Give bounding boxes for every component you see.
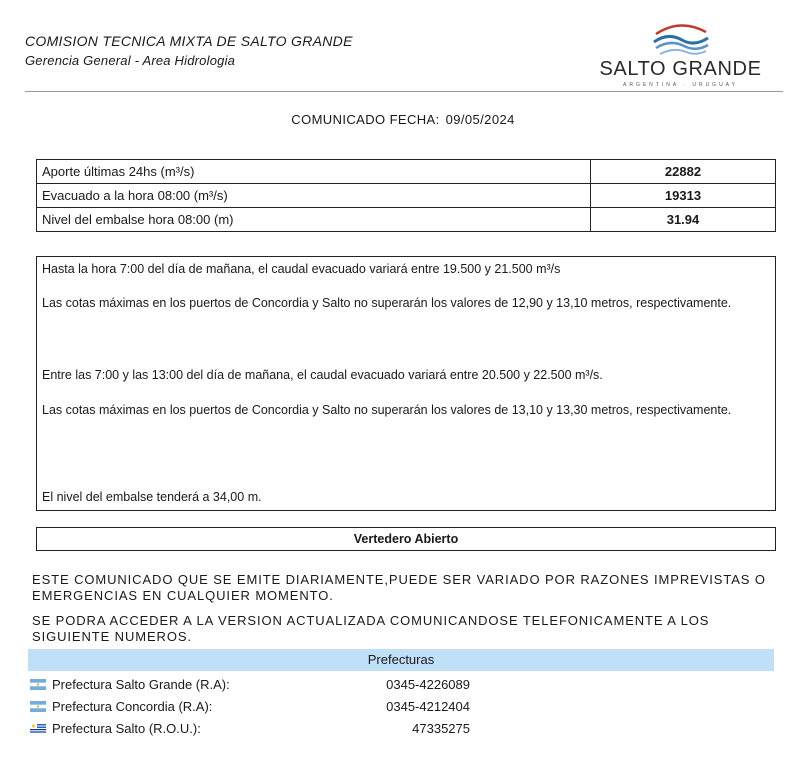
logo-name: SALTO GRANDE bbox=[599, 58, 762, 80]
list-item bbox=[30, 697, 490, 717]
notice-text: SE PODRA ACCEDER A LA VERSION ACTUALIZADA COMUNICANDOSE TELEFONICAMENTE A LOS SIGUIENTE NUMEROS. bbox=[32, 613, 710, 644]
phone-number: 0345-4212404 bbox=[386, 699, 470, 714]
forecast-paragraph: Hasta la hora 7:00 del día de mañana, el caudal evacuado variará entre 19.500 y 21.500 m³/s bbox=[42, 262, 561, 276]
forecast-paragraph: Entre las 7:00 y las 13:00 del día de mañana, el caudal evacuado variará entre 20.500 y 22.500 m³/s. bbox=[42, 368, 603, 382]
forecast-box bbox=[36, 256, 776, 511]
logo-wave-icon bbox=[598, 20, 763, 60]
row-label: Nivel del embalse hora 08:00 (m) bbox=[37, 208, 591, 232]
logo-country: ARGENTINA · URUGUAY bbox=[623, 82, 738, 88]
prefectura-label: Prefectura Concordia (R.A): bbox=[52, 699, 213, 714]
phone-number: 47335275 bbox=[412, 721, 470, 736]
header-divider bbox=[25, 91, 783, 92]
table-row bbox=[37, 208, 776, 232]
forecast-paragraph: Las cotas máximas en los puertos de Concordia y Salto no superarán los valores de 12,90 y 13,10 metros, respectivamente. bbox=[42, 296, 732, 310]
salto-grande-logo bbox=[598, 20, 763, 92]
spillway-status: Vertedero Abierto bbox=[36, 527, 776, 551]
row-value: 22882 bbox=[591, 160, 776, 184]
table-row bbox=[37, 160, 776, 184]
prefecturas-header: Prefecturas bbox=[28, 649, 774, 671]
phone-number: 0345-4226089 bbox=[386, 677, 470, 692]
list-item bbox=[30, 675, 490, 695]
prefectura-label: Prefectura Salto (R.O.U.): bbox=[52, 721, 201, 736]
hydrology-table bbox=[36, 159, 776, 232]
comunicado-label: COMUNICADO FECHA: bbox=[291, 112, 440, 127]
table-row bbox=[37, 184, 776, 208]
forecast-paragraph: Las cotas máximas en los puertos de Concordia y Salto no superarán los valores de 13,10 y 13,30 metros, respectivamente. bbox=[42, 403, 732, 417]
row-label: Evacuado a la hora 08:00 (m³/s) bbox=[37, 184, 591, 208]
row-value: 19313 bbox=[591, 184, 776, 208]
list-item bbox=[30, 719, 490, 739]
department-name: Gerencia General - Area Hidrologia bbox=[25, 53, 236, 68]
forecast-paragraph: El nivel del embalse tenderá a 34,00 m. bbox=[42, 490, 262, 504]
uruguay-flag-icon bbox=[30, 723, 46, 734]
row-label: Aporte últimas 24hs (m³/s) bbox=[37, 160, 591, 184]
argentina-flag-icon bbox=[30, 701, 46, 712]
prefectura-label: Prefectura Salto Grande (R.A): bbox=[52, 677, 230, 692]
comunicado-heading bbox=[0, 112, 800, 127]
notice-text: ESTE COMUNICADO QUE SE EMITE DIARIAMENTE,PUEDE SER VARIADO POR RAZONES IMPREVISTAS O EMERGENCIAS EN CUALQUIER MOMENTO. bbox=[32, 572, 766, 603]
row-value: 31.94 bbox=[591, 208, 776, 232]
comunicado-date: 09/05/2024 bbox=[445, 112, 515, 127]
argentina-flag-icon bbox=[30, 679, 46, 690]
organization-name: COMISION TECNICA MIXTA DE SALTO GRANDE bbox=[25, 33, 353, 49]
